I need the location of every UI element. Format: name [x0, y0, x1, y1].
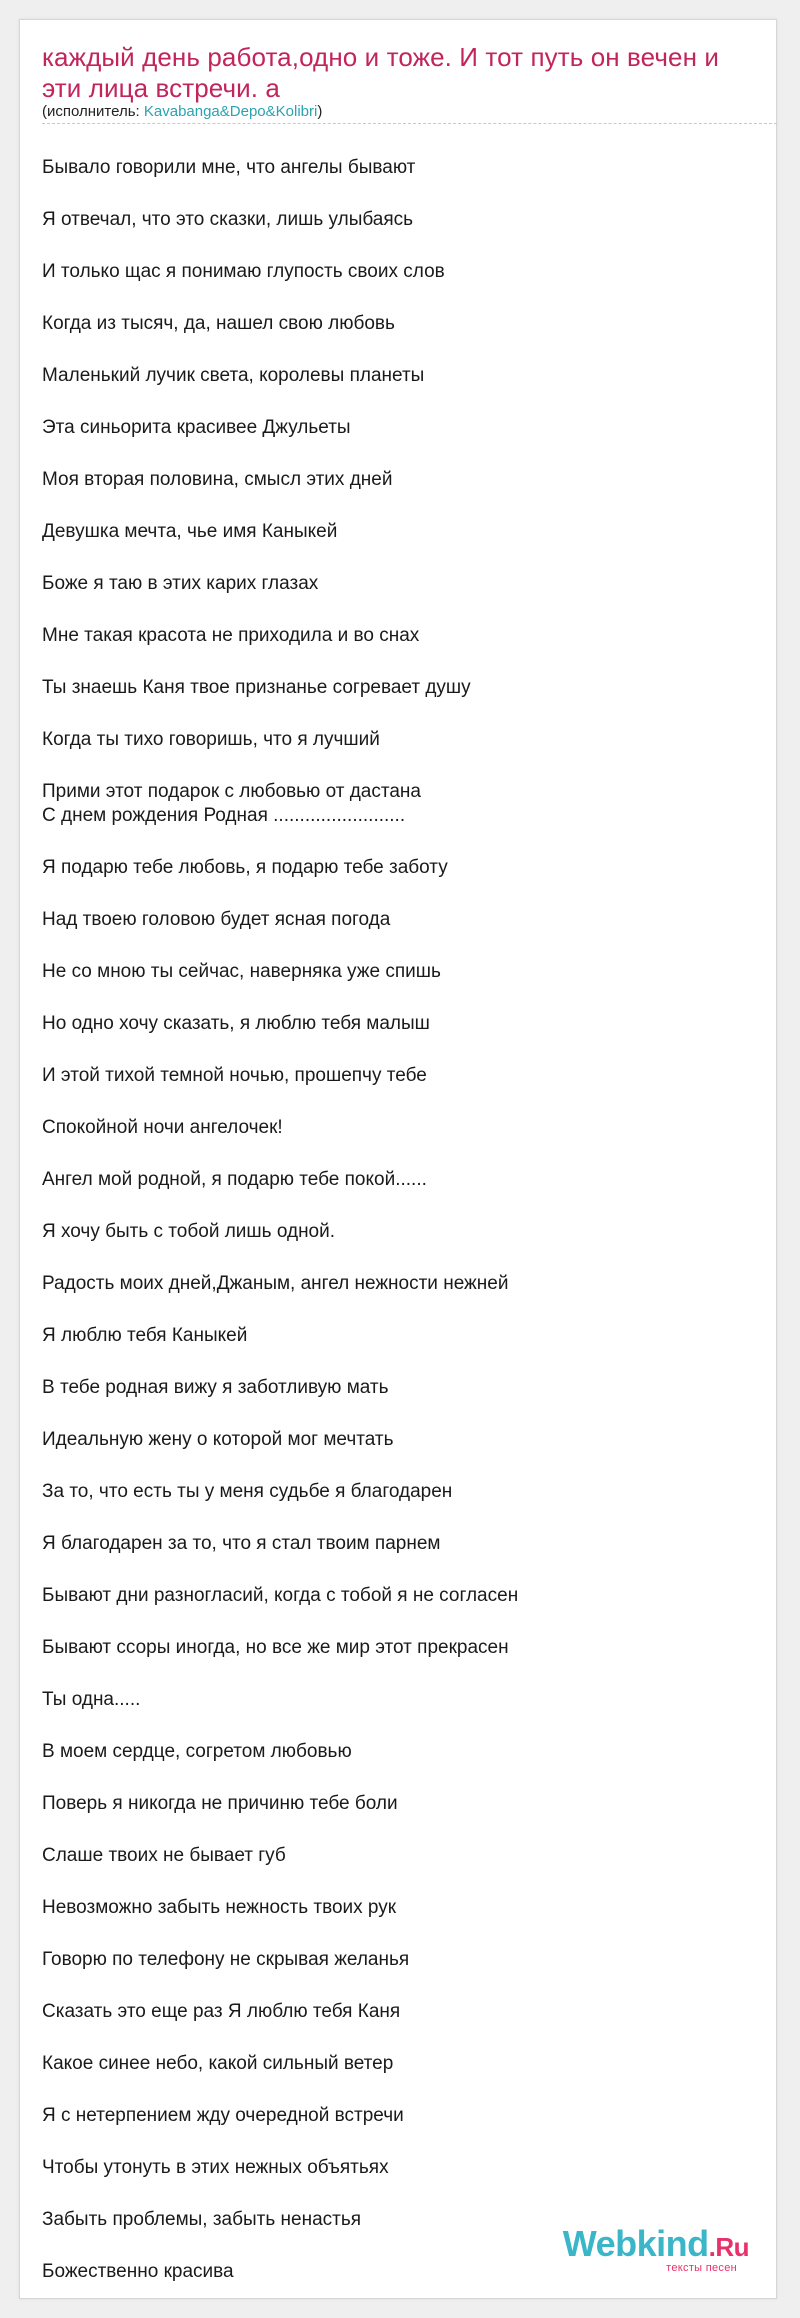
lyric-line: Прими этот подарок с любовью от дастана С днем рождения Родная .........................: [42, 781, 421, 826]
lyric-line: Боже я таю в этих карих глазах: [42, 573, 319, 594]
lyrics-body: [42, 156, 762, 2312]
lyric-line: Бывают ссоры иногда, но все же мир этот прекрасен: [42, 1637, 509, 1658]
logo-wordmark: [549, 2225, 749, 2266]
artist-link[interactable]: Kavabanga&Depo&Kolibri: [143, 103, 318, 120]
lyric-line: Невозможно забыть нежность твоих рук: [42, 1897, 397, 1918]
lyric-line: Ангел мой родной, я подарю тебе покой......: [42, 1169, 427, 1190]
site-logo[interactable]: [549, 2225, 749, 2275]
lyric-line: Ты одна.....: [42, 1689, 141, 1710]
logo-tagline: тексты песен: [666, 2262, 737, 2274]
artist-suffix: ): [317, 103, 323, 120]
lyric-line: И только щас я понимаю глупость своих слов: [42, 261, 445, 282]
lyric-line: Эта синьорита красивее Джульеты: [42, 417, 351, 438]
logo-main-text: Webkind: [562, 2223, 709, 2264]
lyrics-card: [19, 19, 777, 2299]
lyric-line: Девушка мечта, чье имя Каныкей: [42, 521, 338, 542]
lyric-line: Маленький лучик света, королевы планеты: [42, 365, 425, 386]
artist-line: [42, 103, 322, 121]
lyric-line: Я отвечал, что это сказки, лишь улыбаясь: [42, 209, 414, 230]
lyric-line: Идеальную жену о которой мог мечтать: [42, 1429, 394, 1450]
logo-tld: .Ru: [708, 2232, 749, 2262]
lyric-line: Бывают дни разногласий, когда с тобой я не согласен: [42, 1585, 519, 1606]
lyric-line: И этой тихой темной ночью, прошепчу тебе: [42, 1065, 427, 1086]
song-title: каждый день работа,одно и тоже. И тот путь он вечен и эти лица встречи. а: [42, 42, 719, 103]
lyric-line: Божественно красива: [42, 2261, 234, 2282]
lyric-line: Не со мною ты сейчас, наверняка уже спишь: [42, 961, 441, 982]
lyric-line: Какое синее небо, какой сильный ветер: [42, 2053, 394, 2074]
lyric-line: Я благодарен за то, что я стал твоим парнем: [42, 1533, 441, 1554]
lyric-line: Радость моих дней,Джаным, ангел нежности нежней: [42, 1273, 509, 1294]
lyric-line: Когда из тысяч, да, нашел свою любовь: [42, 313, 395, 334]
lyric-line: Спокойной ночи ангелочек!: [42, 1117, 283, 1138]
lyric-line: Мне такая красота не приходила и во снах: [42, 625, 420, 646]
lyric-line: Я с нетерпением жду очередной встречи: [42, 2105, 404, 2126]
lyric-line: Слаше твоих не бывает губ: [42, 1845, 286, 1866]
lyric-line: Я хочу быть с тобой лишь одной.: [42, 1221, 336, 1242]
lyric-line: Ты знаешь Каня твое признанье согревает душу: [42, 677, 471, 698]
lyric-line: Но одно хочу сказать, я люблю тебя малыш: [42, 1013, 430, 1034]
lyric-line: В моем сердце, согретом любовью: [42, 1741, 352, 1762]
lyric-line: Бывало говорили мне, что ангелы бывают: [42, 157, 416, 178]
lyric-line: Забыть проблемы, забыть ненастья: [42, 2209, 362, 2230]
lyric-line: За то, что есть ты у меня судьбе я благодарен: [42, 1481, 453, 1502]
header-divider: [42, 123, 777, 124]
lyric-line: Я люблю тебя Каныкей: [42, 1325, 248, 1346]
lyric-line: Когда ты тихо говоришь, что я лучший: [42, 729, 380, 750]
lyric-line: Говорю по телефону не скрывая желанья: [42, 1949, 410, 1970]
lyric-line: Поверь я никогда не причиню тебе боли: [42, 1793, 398, 1814]
lyric-line: В тебе родная вижу я заботливую мать: [42, 1377, 389, 1398]
lyric-line: Над твоею головою будет ясная погода: [42, 909, 391, 930]
lyric-line: Сказать это еще раз Я люблю тебя Каня: [42, 2001, 401, 2022]
lyric-line: Моя вторая половина, смысл этих дней: [42, 469, 393, 490]
lyric-line: Я подарю тебе любовь, я подарю тебе заботу: [42, 857, 448, 878]
artist-prefix: (исполнитель:: [42, 103, 144, 120]
lyric-line: Чтобы утонуть в этих нежных объятьях: [42, 2157, 389, 2178]
